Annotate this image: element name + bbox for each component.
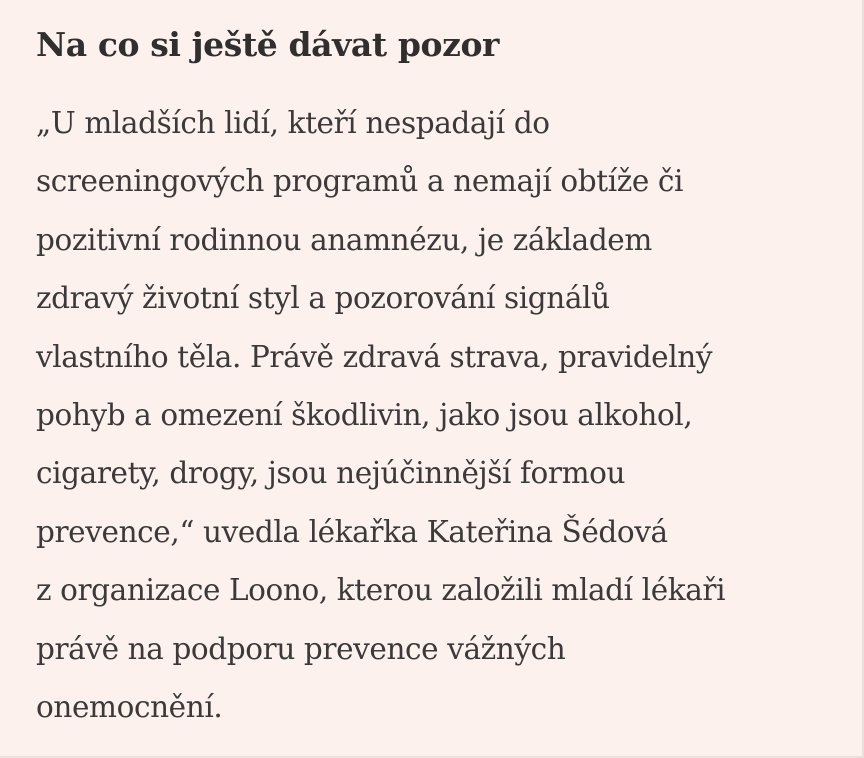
paragraph-line: z organizace Loono, kterou založili mladí lékaři (36, 573, 726, 608)
paragraph-line: zdravý životní styl a pozorování signálů (36, 281, 610, 316)
paragraph-line: screeningových programů a nemají obtíže či (36, 164, 684, 199)
paragraph-line: cigarety, drogy, jsou nejúčinnější formou (36, 456, 626, 491)
paragraph-line: pohyb a omezení škodlivin, jako jsou alkohol, (36, 398, 693, 433)
quote-paragraph (36, 94, 836, 736)
paragraph-line: „U mladších lidí, kteří nespadají do (36, 106, 550, 140)
paragraph-line: onemocnění. (36, 690, 223, 725)
box-heading: Na co si ještě dávat pozor (36, 25, 500, 64)
paragraph-line: prevence,“ uvedla lékařka Kateřina Šédová (36, 514, 668, 549)
paragraph-line: pozitivní rodinnou anamnézu, je základem (36, 222, 652, 257)
paragraph-line: vlastního těla. Právě zdravá strava, pravidelný (36, 339, 713, 374)
paragraph-line: právě na podporu prevence vážných (36, 631, 566, 666)
